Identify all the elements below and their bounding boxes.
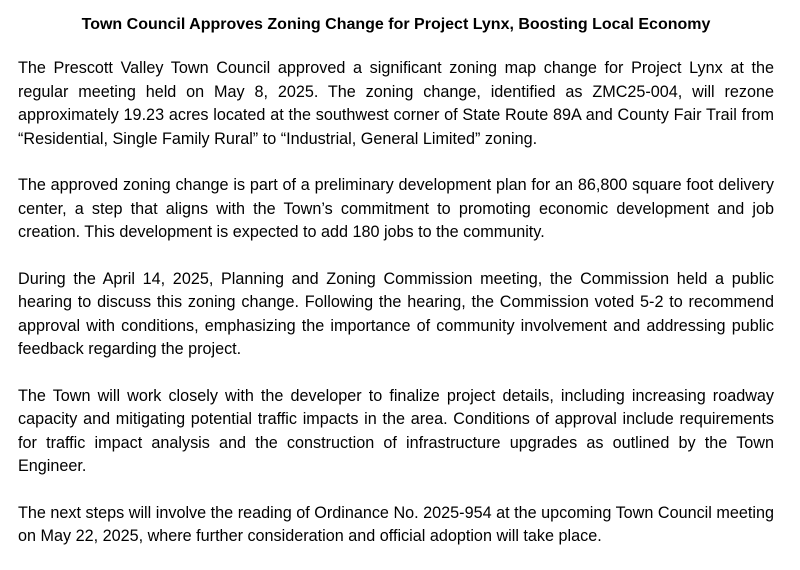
paragraph-development-plan: The approved zoning change is part of a preliminary development plan for an 86,800 square foot delivery center, a step that aligns with the Town’s commitment to promoting economic development and job creation. This development is expected to add 180 jobs to the community. (18, 176, 774, 241)
paragraph-next-steps: The next steps will involve the reading of Ordinance No. 2025-954 at the upcoming Town Council meeting on May 22, 2025, where further consideration and official adoption will take place. (18, 503, 774, 545)
article-title: Town Council Approves Zoning Change for Project Lynx, Boosting Local Economy (81, 16, 711, 33)
paragraph-commission-hearing: During the April 14, 2025, Planning and Zoning Commission meeting, the Commission held a public hearing to discuss this zoning change. Following the hearing, the Commission voted 5-2 to recommend approval with conditions, emphasizing the importance of community involvement and addressing public feedback regarding the project. (18, 269, 774, 358)
paragraph-developer-conditions: The Town will work closely with the developer to finalize project details, including increasing roadway capacity and mitigating potential traffic impacts in the area. Conditions of approval include requirements for traffic impact analysis and the construction of infrastructure upgrades as outlined by the Town Engineer. (18, 386, 774, 475)
paragraph-zoning-approval: The Prescott Valley Town Council approved a significant zoning map change for Project Lynx at the regular meeting held on May 8, 2025. The zoning change, identified as ZMC25-004, will rezone approximately 19.23 acres located at the southwest corner of State Route 89A and County Fair Trail from “Residential, Single Family Rural” to “Industrial, General Limited” zoning. (18, 59, 774, 148)
document-body (18, 14, 774, 549)
